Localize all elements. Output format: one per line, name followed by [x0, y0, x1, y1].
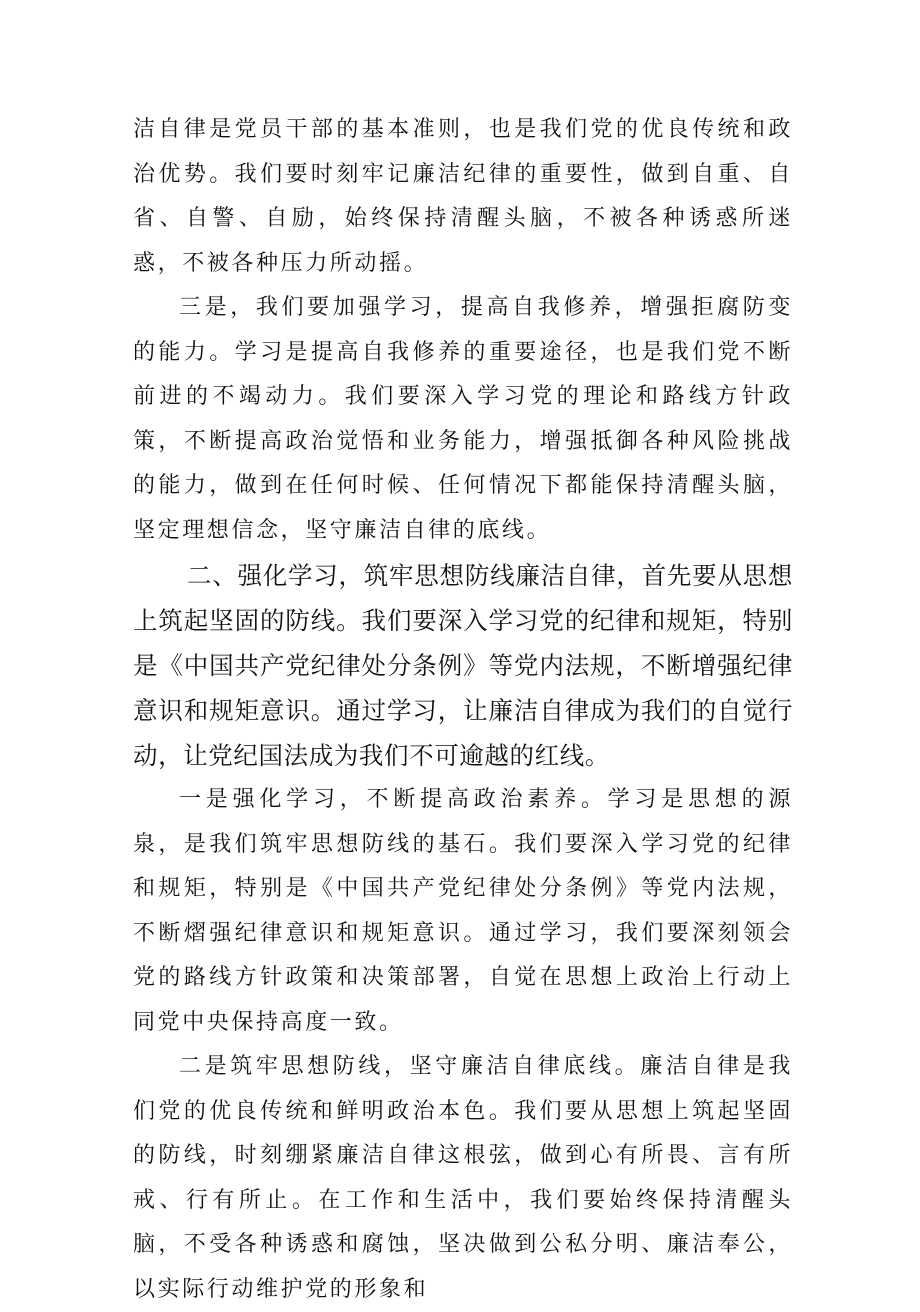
paragraph-point-two: 二是筑牢思想防线，坚守廉洁自律底线。廉洁自律是我们党的优良传统和鲜明政治本色。我们要从思想上筑起坚固的防线，时刻绷紧廉洁自律这根弦，做到心有所畏、言有所戒、行有所止。在工作和生活中，我们要始终保持清醒头脑，不受各种诱惑和腐蚀，坚决做到公私分明、廉洁奉公，以实际行动维护党的形象和 [133, 1054, 793, 1302]
paragraph-point-one: 一是强化学习，不断提高政治素养。学习是思想的源泉，是我们筑牢思想防线的基石。我们要深入学习党的纪律和规矩，特别是《中国共产党纪律处分条例》等党内法规，不断熠强纪律意识和规矩意识。通过学习，我们要深刻领会党的路线方针政策和决策部署，自觉在思想上政治上行动上同党中央保持高度一致。 [133, 787, 793, 1035]
paragraph-continued: 洁自律是党员干部的基本准则，也是我们党的优良传统和政治优势。我们要时刻牢记廉洁纪律的重要性，做到自重、自省、自警、自励，始终保持清醒头脑，不被各种诱惑所迷惑，不被各种压力所动摇。 [133, 117, 793, 276]
document-body [133, 108, 793, 1312]
section-heading-paragraph: 二、强化学习，筑牢思想防线廉洁自律，首先要从思想上筑起坚固的防线。我们要深入学习党的纪律和规矩，特别是《中国共产党纪律处分条例》等党内法规，不断增强纪律意识和规矩意识。通过学习，让廉洁自律成为我们的自觉行动，让党纪国法成为我们不可逾越的红线。 [133, 561, 793, 770]
paragraph-point-three: 三是，我们要加强学习，提高自我修养，增强拒腐防变的能力。学习是提高自我修养的重要途径，也是我们党不断前进的不竭动力。我们要深入学习党的理论和路线方针政策，不断提高政治觉悟和业务能力，增强抵御各种风险挑战的能力，做到在任何时候、任何情况下都能保持清醒头脑，坚定理想信念，坚守廉洁自律的底线。 [133, 295, 793, 543]
